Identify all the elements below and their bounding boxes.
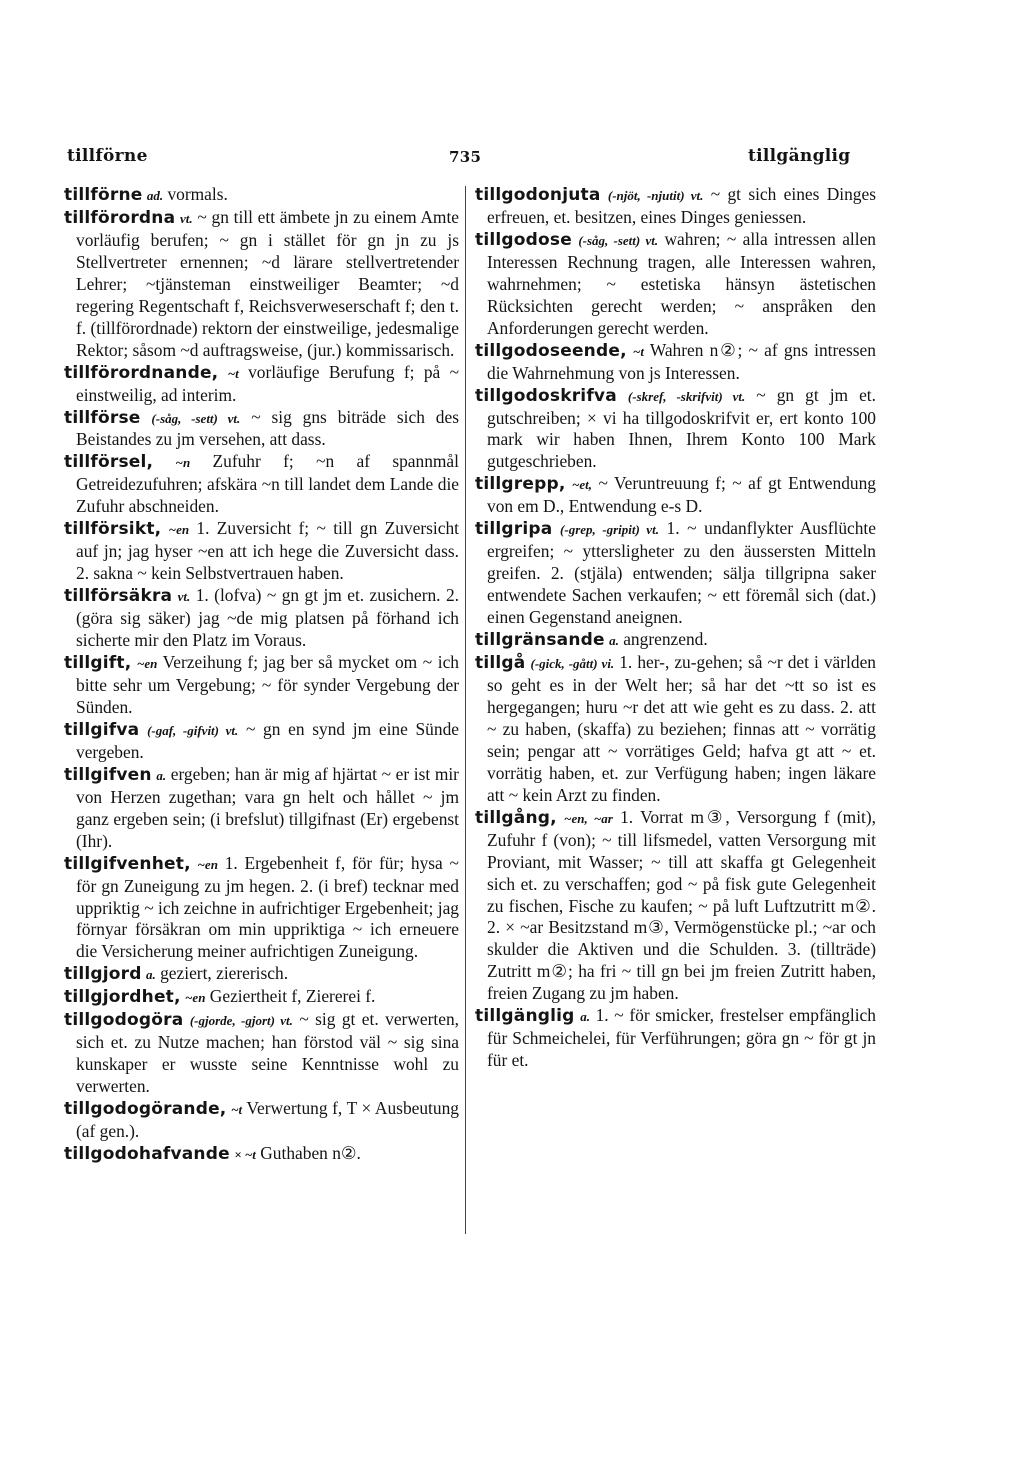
headword: tillgripa — [475, 519, 553, 540]
grammar-note: a. — [580, 1009, 590, 1025]
running-head-left: tillförne — [67, 146, 148, 166]
grammar-note: ~en — [185, 990, 206, 1006]
headword: tillgodohafvande — [64, 1143, 230, 1164]
grammar-note: ~en — [168, 522, 190, 538]
definition: 1. Zuversicht f; ~ till gn Zuversicht auf jn; jag hyser ~en att ich hege die Zuversicht dass. 2. sakna ~ kein Selbstvertrauen haben. — [76, 518, 459, 584]
grammar-note: (-såg, -sett) vt. — [151, 410, 241, 426]
entry — [64, 451, 459, 518]
definition: 1. her-, zu-gehen; så ~r det i världen so geht es in der Welt her; så har det ~tt so ist es hergegangen; huru ~r det att wie geht es zu dass. 2. att ~ zu haben, (skaffa) zu beziehen; finnas att ~ vorrätig sein; pengar att ~ vorrätiges Geld; hafva gt att ~ et. vorrätig haben, et. zur Verfügung haben; ingen läkare att ~ kein Arzt zu finden. — [487, 652, 876, 805]
entry — [475, 340, 876, 385]
definition: 1. Ergebenheit f, för für; hysa ~ för gn Zuneigung zu jm hegen. 2. (i bref) tecknar med uppriktig ~ ich zeichne in aufrichtiger Ergebenheit; jag förnyar försäkran om min uppriktiga ~ ich erneuere die Versicherung meiner aufrichtigen Zuneigung. — [76, 852, 459, 962]
definition: ~ gn en synd jm eine Sünde vergeben. — [76, 718, 459, 762]
definition: vormals. — [167, 184, 228, 204]
entry — [64, 652, 459, 719]
entry — [475, 518, 876, 629]
entry — [64, 719, 459, 764]
headword: tillförne — [64, 185, 143, 205]
grammar-note: vt. — [180, 210, 193, 226]
definition: 1. (lofva) ~ gn gt jm et. zusichern. 2. (göra sig säker) jag ~de mig platsen på förhand ich sicherte mir den Platz im Voraus. — [76, 585, 459, 651]
headword: tillgifva — [64, 719, 140, 740]
headword: tillgifvenhet, — [64, 853, 191, 874]
headword: tillgifven — [64, 764, 152, 785]
definition: ~ gn till ett ämbete jn zu einem Amte vorläufig berufen; ~ gn i stället för gn jn zu js Stellvertreter ernennen; ~d lärare stellvertretender Lehrer; ~tjänsteman einstweiliger Beamter; ~d regering Regentschaft f, Reichsverweserschaft f; den t. f. (tillförordnade) rektorn der einstweilige, jedesmalige Rektor; såsom ~d auftragsweise, (jur.) kommissarisch. — [76, 206, 459, 360]
entry — [64, 1098, 459, 1143]
definition: Verwertung f, T × Ausbeutung (af gen.). — [76, 1098, 459, 1142]
headword: tillgjordhet, — [64, 987, 181, 1008]
grammar-note: (-gjorde, -gjort) vt. — [189, 1013, 293, 1029]
headword: tillförsikt, — [64, 519, 162, 540]
left-column — [64, 184, 459, 1166]
definition: ~ sig gns biträde sich des Beistandes zu jm versehen, att dass. — [76, 406, 459, 450]
headword: tillgränsande — [475, 630, 605, 651]
grammar-note: ~t — [231, 1102, 243, 1118]
grammar-note: ~en — [197, 856, 218, 872]
headword: tillgodose — [475, 229, 572, 250]
grammar-note: (-grep, -gripit) vt. — [560, 522, 659, 538]
entry — [475, 1005, 876, 1072]
grammar-note: a. — [146, 967, 156, 983]
column-divider — [465, 186, 466, 1234]
headword: tillgjord — [64, 964, 142, 985]
entry — [475, 229, 876, 340]
headword: tillgodoskrifva — [475, 385, 617, 406]
entry — [64, 362, 459, 407]
headword: tillgodonjuta — [475, 185, 601, 205]
entry — [64, 764, 459, 853]
grammar-note: ~en — [136, 656, 158, 672]
grammar-note: (-såg, -sett) vt. — [578, 232, 659, 248]
grammar-note: a. — [609, 633, 619, 649]
headword: tillförordnande, — [64, 362, 219, 383]
definition: Verzeihung f; jag ber så mycket om ~ ich bitte sehr um Vergebung; ~ för synder Vergebung der Sünden. — [76, 652, 459, 717]
definition: ~ sig gt et. verwerten, sich et. zu Nutze machen; han förstod väl ~ sig sina kunskaper er wusste seine Kenntnisse wohl zu verwerten. — [76, 1009, 459, 1097]
entry — [475, 385, 876, 474]
entry — [475, 807, 876, 1006]
definition: ~ Veruntreuung f; ~ af gt Entwendung von em D., Entwendung e-s D. — [487, 473, 876, 517]
entry — [64, 1009, 459, 1098]
headword: tillförsäkra — [64, 586, 173, 607]
entry — [64, 407, 459, 452]
definition: Wahren n②; ~ af gns intressen die Wahrnehmung von js Interessen. — [487, 339, 876, 383]
entry — [64, 963, 459, 986]
definition: Geziertheit f, Ziererei f. — [209, 986, 376, 1007]
headword: tillgrepp, — [475, 474, 566, 495]
headword: tillgift, — [64, 653, 132, 674]
grammar-note: (-gick, -gått) vi. — [530, 656, 615, 672]
grammar-note: (-skref, -skrifvit) vt. — [627, 388, 746, 404]
headword: tillförordna — [64, 207, 176, 228]
headword: tillförsel, — [64, 452, 154, 473]
entry — [64, 853, 459, 964]
definition: geziert, ziererisch. — [160, 963, 289, 984]
page-number: 735 — [449, 148, 482, 166]
grammar-note: ~en, ~ar — [564, 810, 613, 826]
headword: tillgång, — [475, 807, 557, 828]
definition: 1. ~ för smicker, frestelser empfänglich für Schmeichelei, für Verführungen; göra gn ~ för gt jn für et. — [487, 1005, 876, 1071]
grammar-note: a. — [156, 767, 167, 783]
headword: tillgodogöra — [64, 1010, 184, 1031]
entry — [475, 629, 876, 652]
entry — [475, 652, 876, 807]
headword: tillgodogörande, — [64, 1099, 227, 1120]
grammar-note: ~t — [632, 343, 644, 359]
headword: tillgodoseende, — [475, 340, 627, 361]
entry — [64, 518, 459, 585]
grammar-note: × ~t — [234, 1146, 256, 1162]
grammar-note: ad. — [146, 188, 164, 203]
headword: tillgå — [475, 653, 526, 674]
definition: ergeben; han är mig af hjärtat ~ er ist mir von Herzen zugethan; vara gn helt och hållet ~ jm ganz ergeben sein; (i brefslut) tillgifnast (Er) ergebenst (Ihr). — [76, 763, 459, 851]
headword: tillförse — [64, 407, 141, 428]
grammar-note: (-njöt, -njutit) vt. — [607, 188, 704, 203]
grammar-note: vt. — [177, 589, 191, 605]
entry — [64, 207, 459, 362]
entry — [64, 184, 459, 207]
definition: vorläufige Berufung f; på ~ einstweilig, ad interim. — [76, 361, 459, 405]
headword: tillgänglig — [475, 1006, 575, 1027]
definition: 1. Vorrat m③, Versorgung f (mit), Zufuhr f (von); ~ till lifsmedel, vatten Versorgung mit Proviant, mit Wasser; ~ till att skaffa gt Gelegenheit sich et. zu verschaffen; god ~ på fisk gute Gelegenheit zu fischen, Fische zu kaufen; ~ på luft Luftzutritt m②. 2. × ~ar Besitzstand m③, Vermögenstücke pl.; ~ar och skulder die Aktiven und die Schulden. 3. (tillträde) Zutritt m②; ha fri ~ till gn bei jm freien Zutritt haben, freien Zugang zu jm haben. — [487, 806, 876, 1004]
definition: angrenzend. — [623, 629, 708, 650]
definition: Guthaben n②. — [260, 1142, 361, 1163]
grammar-note: ~et, — [571, 477, 593, 493]
entry — [475, 473, 876, 518]
grammar-note: ~n — [175, 455, 191, 471]
definition: 1. ~ undanflykter Ausflüchte ergreifen; ~ yttersligheter zu den äussersten Mitteln greifen. 2. (stjäla) entwenden; sälja tillgripna saker entwendete Sachen verkaufen; ~ ett föremål sich (dat.) einen Gegenstand aneignen. — [487, 518, 876, 628]
definition: ~ gn gt jm et. gutschreiben; × vi ha tillgodoskrifvit er, ert konto 100 mark wir haben Ihnen, Ihrem Konto 100 Mark gutgeschrieben. — [487, 384, 876, 472]
entry — [475, 184, 876, 229]
definition: wahren; ~ alla intressen allen Interessen Rechnung tragen, alle Interessen wahren, wahrnehmen; ~ estetiska hänsyn ästetischen Rücksichten gerecht werden; ~ anspråken den Anforderungen gerecht werden. — [487, 228, 877, 338]
definition: ~ gt sich eines Dinges erfreuen, et. besitzen, eines Dinges geniessen. — [487, 184, 876, 227]
definition: Zufuhr f; ~n af spannmål Getreidezufuhren; afskära ~n till landet dem Lande die Zufuhr abschneiden. — [76, 451, 459, 517]
grammar-note: ~t — [227, 365, 239, 381]
grammar-note: (-gaf, -gifvit) vt. — [147, 722, 239, 738]
entry — [64, 1143, 459, 1166]
entry — [64, 585, 459, 652]
running-head-right: tillgänglig — [748, 146, 851, 166]
entry — [64, 986, 459, 1009]
right-column — [475, 184, 876, 1072]
